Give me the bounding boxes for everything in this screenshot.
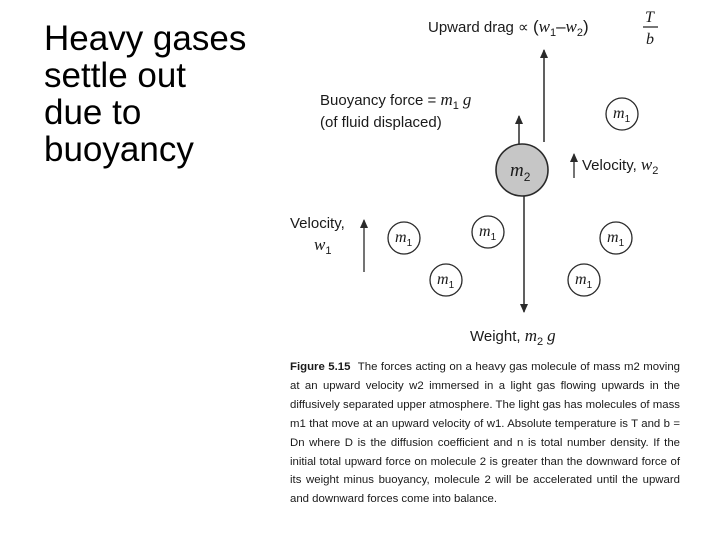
heavy-molecule-m2 [496, 144, 548, 196]
svg-text:w1 [314, 235, 331, 257]
w1-symbol: w [538, 17, 550, 36]
velocity-w1-text: Velocity, [290, 215, 345, 232]
weight-text: Weight, [470, 328, 525, 345]
buoyancy-g-symbol: g [462, 90, 472, 109]
expr-close: ) [583, 17, 589, 36]
weight-m-subscript: 2 [537, 336, 544, 348]
svg-text:Upward drag ∝ (w1–w2) [428, 17, 589, 39]
buoyancy-label [320, 90, 471, 131]
svg-text:Buoyancy force = m1g [320, 90, 471, 112]
upward-drag-text: Upward drag ∝ [428, 19, 533, 36]
light-molecule-subscript: 1 [586, 280, 593, 291]
light-molecule-m: m [479, 223, 491, 240]
upward-drag-label [428, 9, 658, 48]
light-molecule [430, 264, 462, 296]
w2-subscript: 2 [576, 27, 584, 39]
figure-caption [290, 358, 680, 509]
light-molecule-m: m [395, 229, 407, 246]
weight-label [470, 326, 556, 348]
w1-subscript: 1 [549, 27, 557, 39]
slide-title: Heavy gases settle out due to buoyancy [44, 19, 247, 169]
buoyancy-m-subscript: 1 [452, 100, 459, 112]
light-molecule-subscript: 1 [618, 238, 625, 249]
light-molecule-m: m [437, 271, 449, 288]
fraction-denominator: b [646, 31, 654, 48]
w2-symbol: w [565, 17, 577, 36]
heavy-molecule-m: m [510, 160, 524, 181]
buoyancy-m-symbol: m [440, 90, 453, 109]
light-molecule-m: m [607, 229, 619, 246]
velocity-w2-symbol: w [640, 155, 653, 174]
heavy-molecule-subscript: 2 [523, 170, 531, 184]
minus-sign: – [556, 17, 566, 36]
fraction-numerator: T [645, 9, 654, 26]
light-molecule-subscript: 1 [406, 238, 413, 249]
velocity-w2-label [582, 155, 658, 177]
expr-open: ( [532, 17, 539, 36]
velocity-w1-symbol: w [314, 235, 326, 254]
light-molecule [600, 222, 632, 254]
weight-g-symbol: g [547, 326, 556, 345]
light-molecule-subscript: 1 [490, 232, 497, 243]
velocity-w2-subscript: 2 [652, 165, 659, 177]
velocity-w2-text: Velocity, [582, 157, 641, 174]
light-molecule [472, 216, 504, 248]
light-molecule [568, 264, 600, 296]
buoyancy-text: Buoyancy force = [320, 92, 441, 109]
buoyancy-note: (of fluid displaced) [320, 114, 442, 131]
velocity-w1-subscript: 1 [325, 245, 332, 257]
light-molecule-subscript: 1 [624, 114, 631, 125]
weight-m-symbol: m [524, 326, 538, 345]
light-molecule [606, 98, 638, 130]
light-molecule-subscript: 1 [448, 280, 455, 291]
figure-label: Figure 5.15 [290, 361, 351, 373]
light-molecule [388, 222, 420, 254]
caption-text: The forces acting on a heavy gas molecule of mass m2 moving at an upward velocity w2 immersed in a light gas flowing upwards in the diffusively separated upper atmosphere. The light gas has molecules of mass m1 that move at an upward velocity of w1. Absolute temperature is T and b = Dn where D is the diffusion coefficient and n is total number density. If the initial total upward force on molecule 2 is greater than the downward force of its weight minus buoyancy, molecule 2 will be accelerated until the upward and downward forces come into balance. [290, 361, 680, 506]
light-molecule-m: m [575, 271, 587, 288]
light-molecule-m: m [613, 105, 625, 122]
velocity-w1-label [290, 215, 345, 257]
